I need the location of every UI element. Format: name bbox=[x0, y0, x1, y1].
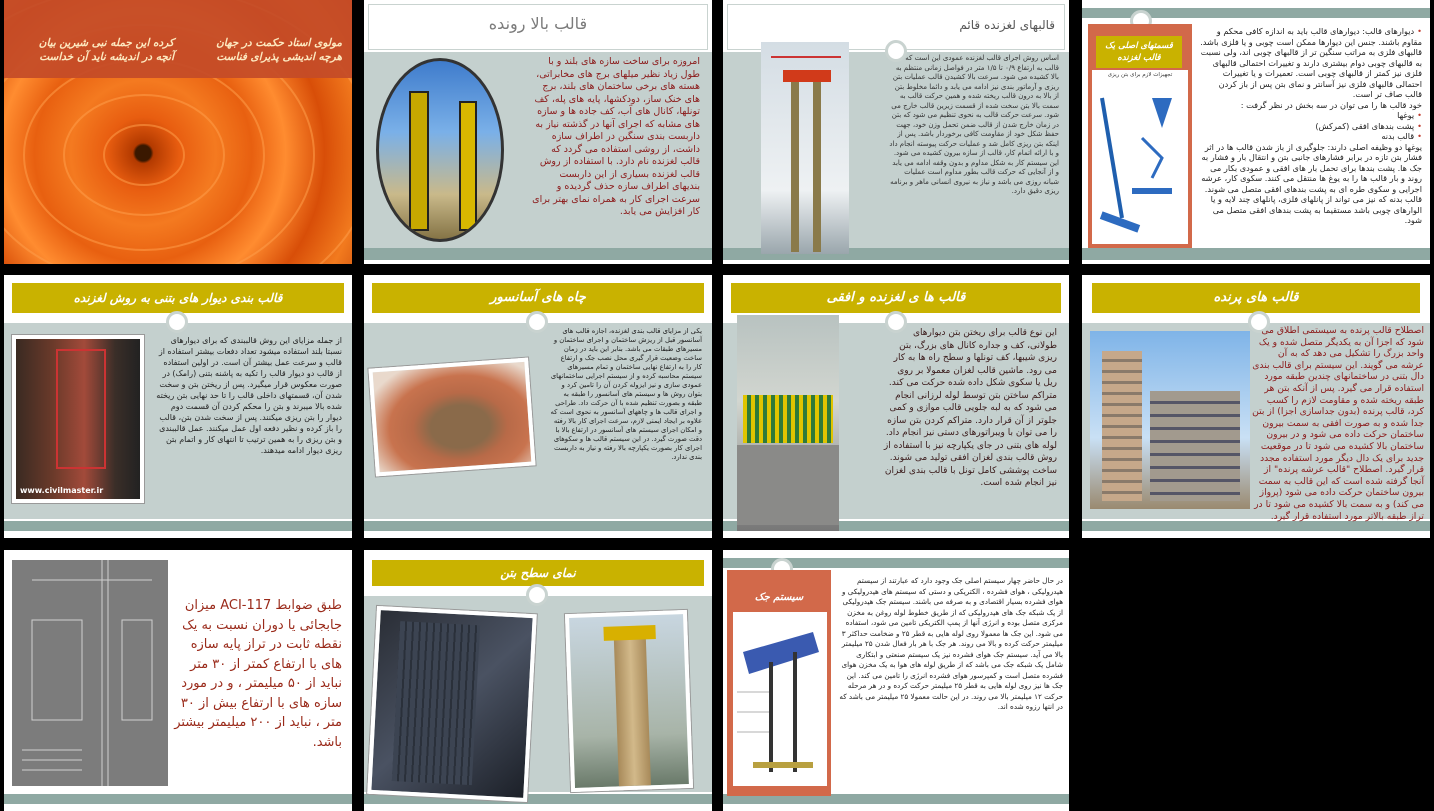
slide-body: یکی از مزایای قالب بندی لغزنده، اجازه قالب های آسانسور قبل از ریزش ساختمان و اجرای ساختمان و مسیرهای طبقات می باشد. بنابر این باید در زمان ساخت وضعیت قرار گیری محل نصب جک و ارتفاع کار را به ارتفاع نهایی ساختمان و تمام مسیرهای سیستم محاسبه کرده و از سیستم اجرایی ساختمانهای عمودی سازی و نیز ایزوله کردن آن را تامین کرد و بتوان روش ها و سیستم های آسانسور را طبقه به طبقه و بصورت تنظیم شده با آن حرکت داد. طراحی و اجرای قالب ها و چاههای آسانسور به نحوی است که علاوه بر ایجاد ایمنی لازم، سرعت اجرای کار بالا رفته و امکان اجرای سیستم های آسانسور در ارتفاع بالا با دقت صورت گیرد. در این سیستم قالب ها و سکوهای اجرای کار بصورت یکپارچه بالا رفته و نیاز به داربست بندی ندارد. bbox=[550, 327, 702, 461]
slide-body: اساس روش اجرای قالب لغزنده عمودی این است که قالب به ارتفاع ۰/۹ تا ۱/۵ متر در فواصل زمانی منتظم به بالا کشیده می شود. سرعت بالا کشیدن قالب عملیات بتن ریزی و آرماتور بندی نیز ادامه می یابد و دائما مخلوط بتن از بالا به درون قالب ریخته شده و همین حرکت قالب به سمت بالا بتن سخت شده از قسمت زیرین قالب خارج می شود. سرعت حرکت قالب به نحوی تنظیم می شود که بتن در زمان خارج شدن از قالب ضمن تحمل وزن خود، جهت حفظ شکل خود از مقاومت کافی برخوردار باشد. پس از اینکه بتن ریزی کامل شد و عملیات حرکت پیوسته انجام داد و با ارائه اتمام کار، قالب از سازه بیرون کشیده می شود. این سیستم کار به شکل مداوم و بدون وقفه ادامه می یابد و از آنجایی که حرکت قالب بطور مداوم است عملیات شبانه روزی می باشد و نیاز به نیروی انسانی ماهر و برنامه ریزی دقیق دارد. bbox=[889, 54, 1059, 195]
poem-left: کرده این جمله نبی شیرین بیان آنچه در اندیشه ناید آن خداست bbox=[38, 37, 174, 63]
drawing-image bbox=[12, 560, 168, 786]
slide-body: این نوع قالب برای ریختن بتن دیوارهای طولانی، کف و جداره کانال های بزرگ، بتن ریزی شیبها، کف تونلها و سطح راه ها به کار می رود. ماشین قالب لغزان معمولا بر روی ریل یا سکوی شکل داده شده حرکت می کند. متراکم ساختن بتن توسط لوله لرزانی انجام می شود که به لبه جلویی قالب موازی و کمی جلوتر از آن قرار دارد. متراکم کردن بتن سازه را می توان با ویبراتورهای دستی نیز انجام داد. لوله های بتنی در جای یکپارچه نیز با استفاده از روش قالب بندی لغزان افقی تولید می شوند. ساخت پوششی کامل تونل با قالب بندی لغزان نیز انجام شده است. bbox=[883, 328, 1057, 488]
slide-10-concrete-surface[interactable] bbox=[364, 550, 712, 811]
slide-9-aci-tolerance[interactable] bbox=[4, 550, 352, 811]
ring-decoration bbox=[166, 311, 188, 333]
body-para-3: یوغها دو وظیفه اصلی دارند: جلوگیری از باز شدن قالب ها در اثر فشار بتن تازه در برابر فشارهای جانبی بتن و انتقال بار و فشار به جک ها. پشت بندها برای تحمل بار های افقی و عمودی بکار می روند و بار قالب ها را به یوغ ها منتقل می کنند. سکوی کار، عرشه اجرایی و سکوی طره ای به پشت بندهای افقی متصل می شوند. bbox=[1201, 141, 1422, 194]
slide-body: از جمله مزایای این روش قالببندی که برای دیوارهای نسبتا بلند استفاده میشود تعداد دفعات بیشتر استفاده از قالب و سرعت عمل بیشتر آن است. در اولین استفاده از قالب دو دیوار قالب را تکیه به پاشنه بتنی (رامک) در صورت معکوس قرار میگیرد. پس از ریختن بتن و سخت شدن آن، قسمتهای داخلی قالب را تا حد نهایی بتن ریخته شده بالا میبرند و بتن را محکم کردن آن قسمت دوم دیوار را بتن ریزی میکنند. پس از سخت شدن بتن، قالب را باز کرده و نظیر دفعه اول عمل میکنند. عمل قالببندی و بتن ریزی را به همین ترتیب تا انتهای کار و اتمام بتن ریزی دیوار ادامه میدهند. bbox=[156, 336, 342, 455]
slide-title: قالب بالا رونده bbox=[488, 14, 588, 33]
jack-diagram bbox=[733, 612, 827, 786]
slide-title: نمای سطح بتن bbox=[372, 560, 704, 586]
ring-decoration bbox=[526, 311, 548, 333]
body-item-yoke: • یوغها bbox=[1200, 110, 1422, 121]
slide-7-horizontal-slipform[interactable] bbox=[723, 275, 1069, 538]
bottom-band bbox=[364, 521, 712, 531]
body-item-sheathing: • قالب بدنه bbox=[1200, 131, 1422, 142]
tower-photo bbox=[761, 42, 849, 254]
diagram-shapes bbox=[1092, 78, 1188, 238]
slide-body: در حال حاضر چهار سیستم اصلی جک وجود دارد که عبارتند از سیستم هیدرولیکی ، هوای فشرده ، الکتریکی و دستی که سیستم های هیدرولیکی و هوای فشرده بسیار اقتصادی و به صرفه می باشند. سیستم جک هیدرولیکی از یک شبکه جک های هیدرولیکی که از طریق خطوط لوله روغن به مخزن مرکزی متصل بوده و انرژی آنها از پمپ الکتریکی تامین می شود، استفاده می شود. این جک ها معمولا روی لوله هایی به قطر ۲۵ و ضخامت حداکثر ۳ میلیمتر حرکت کرده و بالا می روند. هر جک با هر بار فعال شدن ۲۵ میلیمتر بالا می آید. سیستم جک هوای فشرده نیز یک سیستم صنعتی و ابتکاری شامل یک شبکه جک می باشد که از طریق لوله های هوا به یک مخزن هوای فشرده متصل است و کمپرسور هوای فشرده انرژی را تامین می کند. این جک ها نیز روی لوله هایی به قطر ۲۵ میلیمتر حرکت کرده و در هر مرحله حرکت ۱۲ میلیمتر بالا می روند. در این حالت معمولا ۲۵ میلیمتر می باشد که در انتها رزوه شده اند. bbox=[839, 576, 1063, 711]
building-photo bbox=[1090, 331, 1250, 509]
bottom-band bbox=[4, 521, 352, 531]
slide-title: چاه های آسانسور bbox=[372, 283, 704, 313]
chimney-photo bbox=[565, 610, 693, 792]
ring-decoration bbox=[526, 584, 548, 606]
body-para-4: قالب بدنه که نیز می تواند از پانلهای فلزی، پانلهای چند لایه و یا الوارهای چوبی باشد مستقیما به پشت بندهای افقی متصل می شود. bbox=[1210, 194, 1422, 225]
bottom-band bbox=[4, 794, 352, 804]
body-para-2: خود قالب ها را می توان در سه بخش در نظر گرفت : bbox=[1240, 99, 1422, 110]
body-para-1: • دیوارهای قالب: دیوارهای قالب باید به اندازه کافی محکم و مقاوم باشند. جنس این دیوارها ممکن است چوبی و یا فلزی باشد. قالبهای فلزی به مراتب سنگین تر از قالبهای چوبی اند، ولی نسبت به قالبهای چوبی دوام بیشتری دارند و تغییرات احتمالی قالبهای فلزی نیز کمتر از قالبهای چوبی است. تعمیرات و یا تغییرات احتمالی قالبهای فلزی نیز آسانتر و نمای بتن پس از باز کردن قالب صاف تر است. bbox=[1200, 26, 1422, 100]
slide-11-jack-system[interactable] bbox=[723, 550, 1069, 811]
slide-title: قالبهای لغزنده قائم bbox=[959, 18, 1055, 32]
tools-diagram bbox=[1092, 70, 1188, 244]
shaft-photo bbox=[368, 358, 535, 477]
drawing-lines bbox=[12, 560, 168, 786]
bottom-band bbox=[1082, 248, 1430, 260]
bottom-band bbox=[364, 248, 712, 260]
oval-photo bbox=[376, 58, 504, 242]
slide-6-elevator-shafts[interactable] bbox=[364, 275, 712, 538]
diagram-title: تجهیزات لازم برای بتن ریزی bbox=[1107, 72, 1173, 78]
side-label: قسمتهای اصلی یک قالب لغزنده bbox=[1096, 36, 1182, 68]
poem-right: مولوی استاد حکمت در جهان هرچه اندیشی پذیرای فناست bbox=[216, 37, 342, 63]
bottom-band bbox=[1082, 521, 1430, 531]
slide-body bbox=[1200, 26, 1422, 226]
slide-title: قالب های پرنده bbox=[1092, 283, 1420, 313]
body-item-wale: • پشت بندهای افقی (کمرکش) bbox=[1200, 121, 1422, 132]
slide-4-main-parts[interactable] bbox=[1082, 0, 1430, 264]
slide-body: اصطلاح قالب پرنده به سیستمی اطلاق می شود که اجزا آن به یکدیگر متصل شده و یک واحد بزرگ را تشکیل می دهد که به آن عرشه می گویند. این سیستم برای قالب بندی دال بتنی در ساختمانهای چندین طبقه مورد استفاده قرار می گیرد. پس از آنکه بتن هر طبقه ریخته شده و مقاومت لازم را کسب کرد، قالب پرنده (بدون جداسازی اجزا) از بتن جدا شده و به صورت افقی به سمت بیرون ساختمان حرکت داده می شود و در بیرون ساختمان بالا کشیده می شود تا در موقعیت جدید برای یک دال دیگر مورد استفاده مجدد قرار گیرد. اصطلاح "قالب عرشه پرنده" از آنجا گرفته شده است که این قالب به سمت بیرون ساختمان حرکت داده می شود (پرواز می کند) و به سمت بالا کشیده می شود تا در تراز طبقه بالاتر مورد استفاده قرار گیرد. bbox=[1252, 325, 1424, 522]
slide-5-wall-slipform[interactable] bbox=[4, 275, 352, 538]
side-label: سیستم جک bbox=[754, 592, 804, 603]
slide-title: قالب بندی دیوار های بتنی به روش لغزنده bbox=[12, 283, 344, 313]
slide-body: طبق ضوابط ACI-117 میزان جابجائی یا دوران نسبت به یک نقطه ثابت در تراز پایه سازه های با ارتفاع کمتر از ۳۰ متر نباید از ۵۰ میلیمتر ، و در مورد سازه های با ارتفاع بیش از ۳۰ متر ، نباید از ۲۰۰ میلیمتر بیشتر باشد. bbox=[174, 598, 342, 750]
slide-body: امروزه برای ساخت سازه های بلند و با طول زیاد نظیر میلهای برج های مخابراتی، هسته های برخی ساختمان های بلند، برج های خنک ساز، دودکشها، پایه های پله، کف تونلها، کانال های آب، کف جاده ها و سازه های مشابه که اجرای آنها در گذشته نیاز به داربست بندی سنگین در اطراف سازه داشت، از روشی استفاده می گردد که قالب لغزنده نام دارد. با استفاده از روش قالب لغزنده بسیاری از این داربست بندیهای اطراف سازه حذف گردیده و سرعت اجرای کار به همراه نمای بهتر برای کار افزایش می یابد. bbox=[532, 56, 700, 217]
slide-2-climbing-form[interactable] bbox=[364, 0, 712, 264]
tower-dark-photo bbox=[367, 606, 537, 802]
slide-1-flower[interactable] bbox=[4, 0, 352, 264]
formwork-photo bbox=[737, 315, 839, 531]
jack-diagram-shapes bbox=[733, 612, 827, 786]
watermark: www.civilmaster.ir bbox=[20, 486, 104, 495]
slide-title: قالب ها ی لغزنده و افقی bbox=[731, 283, 1061, 313]
slide-3-vertical-slipform[interactable] bbox=[723, 0, 1069, 264]
wall-photo bbox=[12, 335, 144, 503]
slide-8-flying-forms[interactable] bbox=[1082, 275, 1430, 538]
